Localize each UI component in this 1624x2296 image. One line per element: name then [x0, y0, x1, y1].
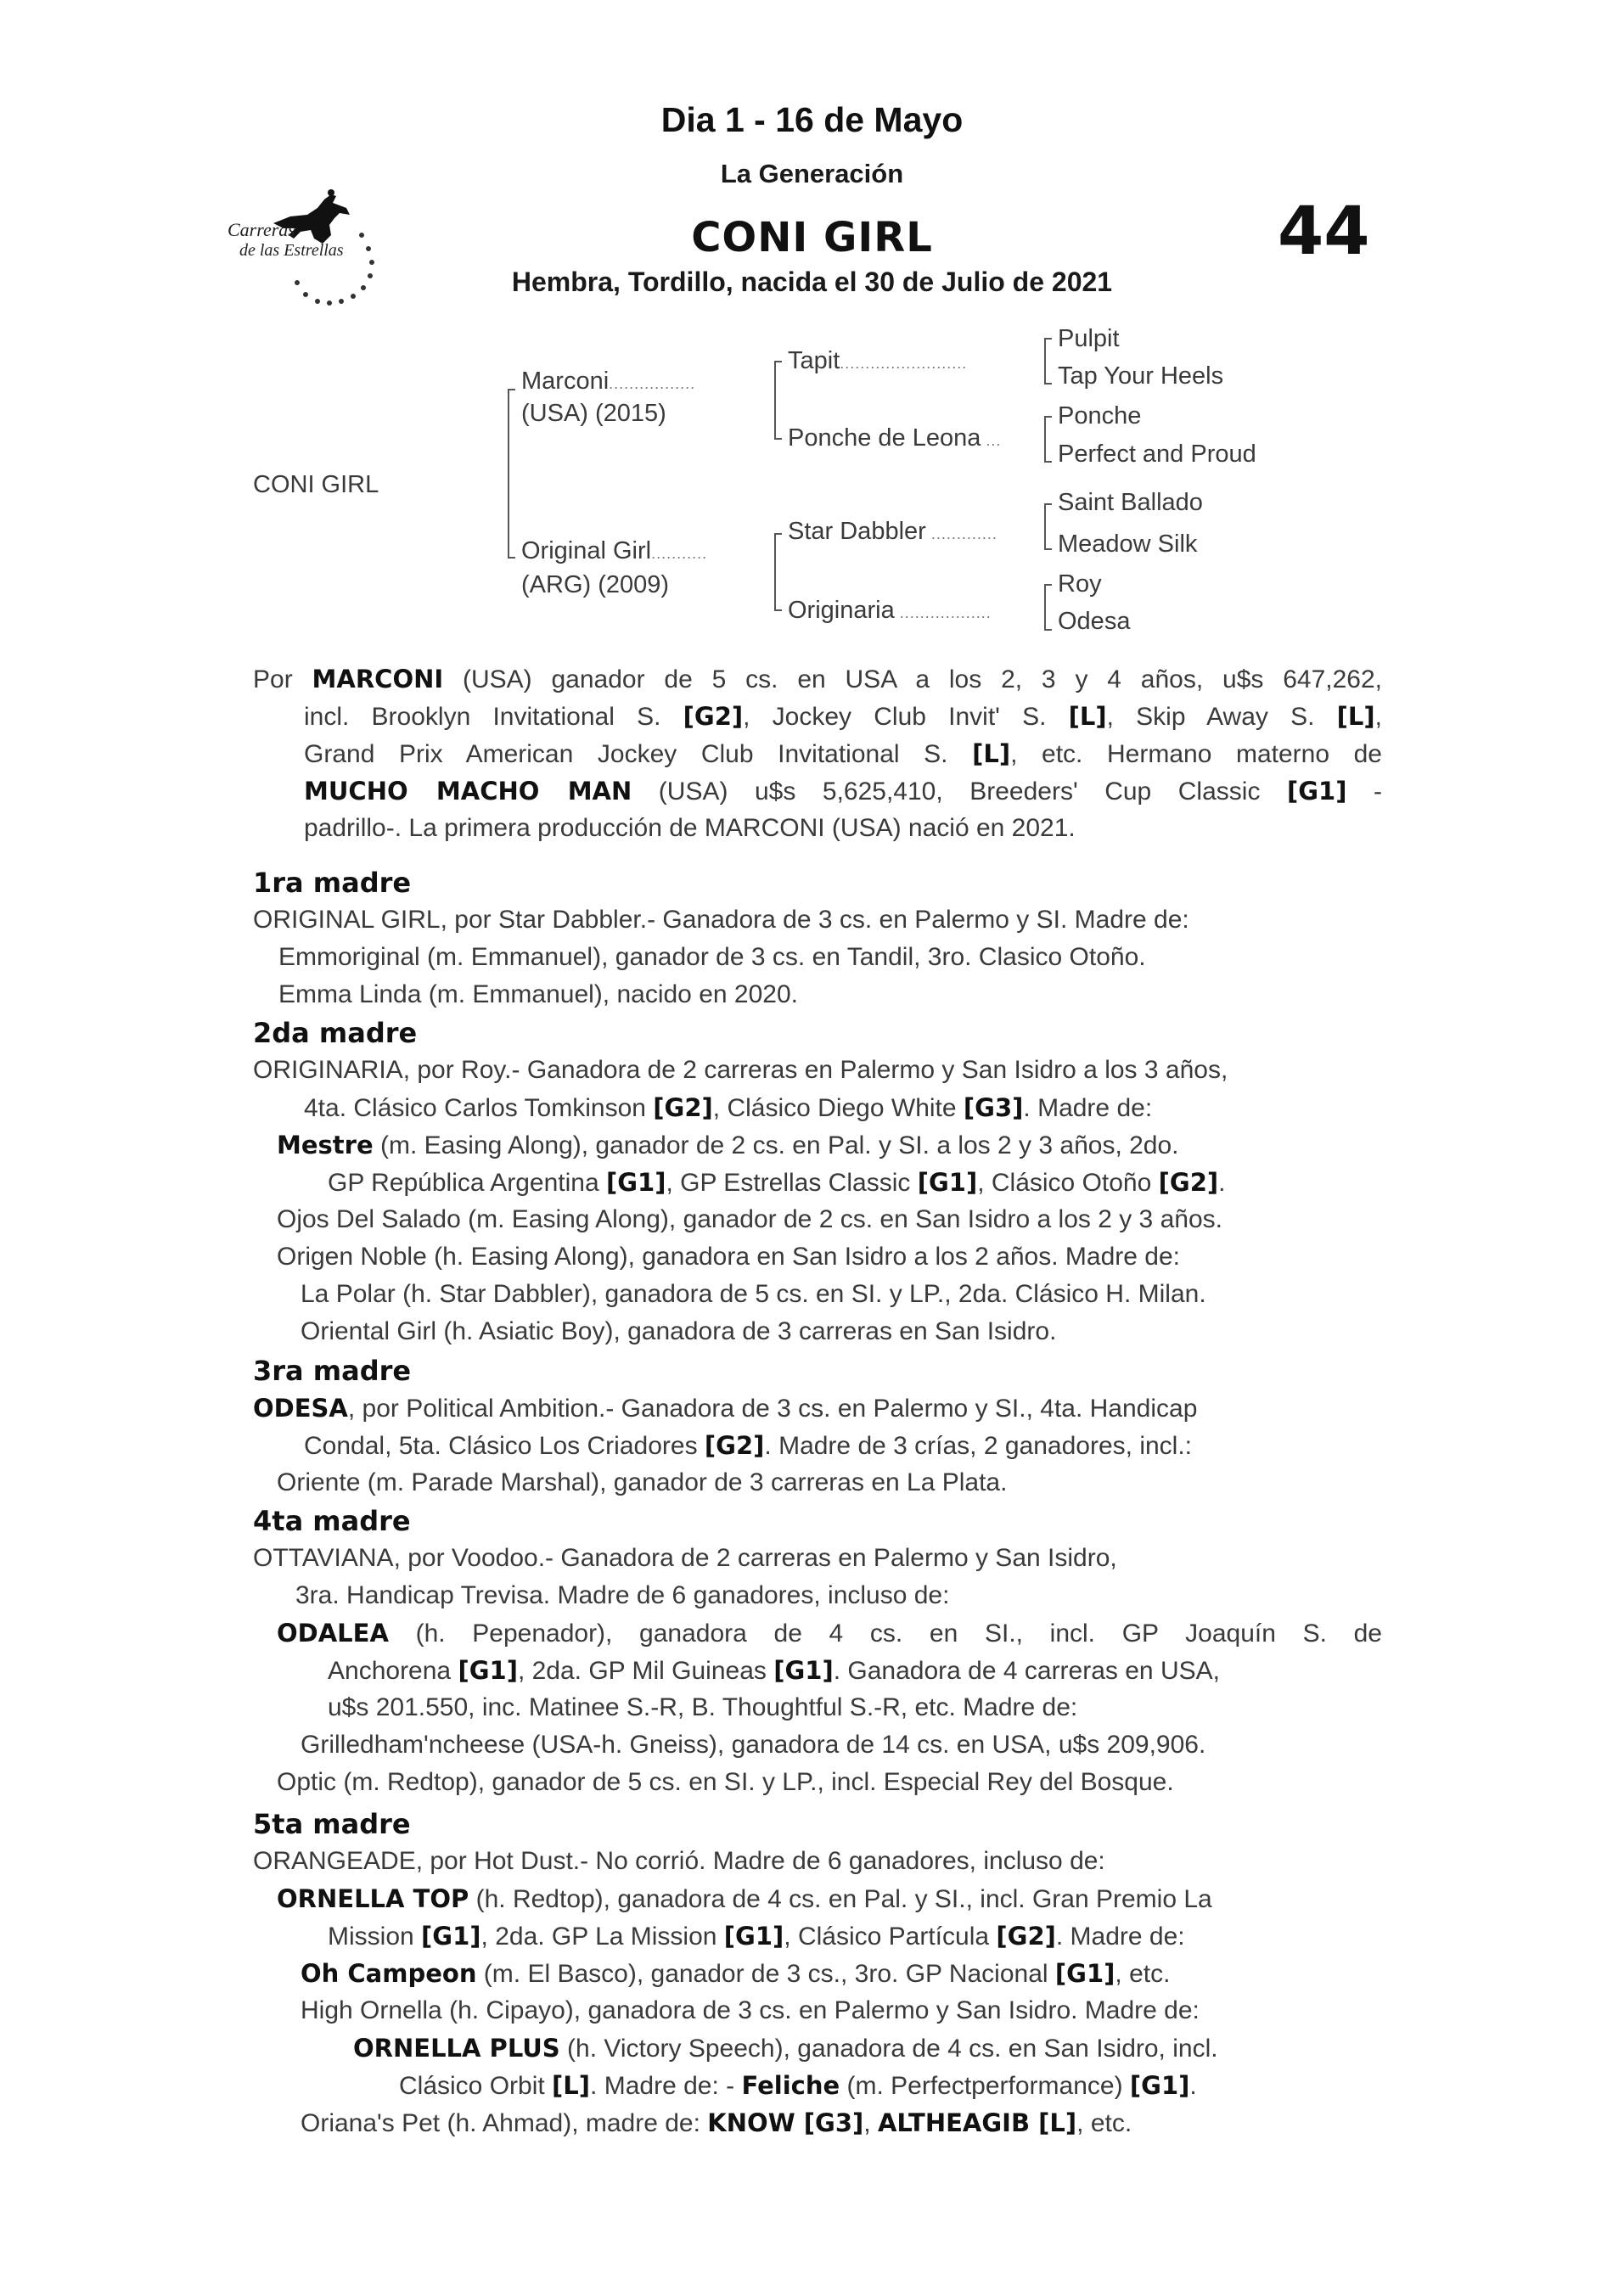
- text-line: Grilledham'ncheese (USA-h. Gneiss), ganadora de 14 cs. en USA, u$s 209,906.: [301, 1731, 1206, 1759]
- section-1ra-madre: [253, 864, 1382, 1013]
- text: (m. Perfectperformance): [840, 2072, 1130, 2100]
- leader-dots: ...........: [651, 545, 708, 562]
- text: ,: [863, 2109, 878, 2137]
- horse-name-bold: ORNELLA PLUS: [353, 2034, 560, 2063]
- text-line: [253, 735, 1382, 772]
- text: , Clásico Diego White: [712, 1094, 964, 1122]
- text-line: [253, 660, 1382, 698]
- text: , 2da. GP Mil Guineas: [517, 1657, 774, 1685]
- text: . Madre de:: [1023, 1094, 1153, 1122]
- horse-name-bold: ALTHEAGIB [L]: [877, 2108, 1077, 2137]
- sire-paragraph: [253, 660, 1382, 847]
- grade-badge: [G1]: [723, 1922, 784, 1951]
- text: , Skip Away S.: [1106, 703, 1337, 731]
- text-line: [253, 1955, 1382, 1992]
- text: Oriana's Pet (h. Ahmad), madre de:: [301, 2109, 708, 2137]
- text: , etc.: [1076, 2109, 1132, 2137]
- text-line: La Polar (h. Star Dabbler), ganadora de 5 cs. en SI. y LP., 2da. Clásico H. Milan.: [301, 1280, 1206, 1308]
- section-4ta-madre: [253, 1502, 1382, 1801]
- pedigree-gen3: Pulpit: [1058, 325, 1120, 352]
- text: 4ta. Clásico Carlos Tomkinson: [304, 1094, 654, 1122]
- pedigree-bracket: [1044, 338, 1046, 385]
- text: -: [1346, 777, 1382, 806]
- pedigree-dam-sire: [788, 518, 997, 546]
- grade-badge: [G2]: [653, 1093, 713, 1122]
- text: , Jockey Club Invit' S.: [743, 703, 1069, 731]
- text-line: High Ornella (h. Cipayo), ganadora de 3 cs. en Palermo y San Isidro. Madre de:: [301, 1996, 1200, 2024]
- text: incl. Brooklyn Invitational S.: [304, 703, 683, 731]
- pedigree-sire-dam: [788, 424, 1001, 452]
- catalog-day-title: Dia 1 - 16 de Mayo: [660, 100, 964, 139]
- text-line: ORIGINARIA, por Roy.- Ganadora de 2 carreras en Palermo y San Isidro a los 3 años,: [253, 1056, 1228, 1084]
- horse-name-bold: Feliche: [741, 2071, 840, 2100]
- text-line: OTTAVIANA, por Voodoo.- Ganadora de 2 carreras en Palermo y San Isidro,: [253, 1544, 1117, 1572]
- pedigree-bracket: [1044, 503, 1046, 550]
- sire-dam-name: Ponche de Leona: [788, 424, 981, 452]
- horse-name-bold: ODALEA: [277, 1619, 389, 1648]
- text-line: Emma Linda (m. Emmanuel), nacido en 2020.: [278, 980, 798, 1008]
- pedigree-dam-dam: [788, 597, 992, 625]
- pedigree-dam: [521, 537, 707, 565]
- horse-name-bold: Oh Campeon: [301, 1959, 477, 1988]
- horse-description: Hembra, Tordillo, nacida el 30 de Julio de 2021: [511, 267, 1113, 297]
- section-5ta-madre: [253, 1805, 1382, 2142]
- section-3ra-madre: [253, 1352, 1382, 1502]
- pedigree-gen3: Odesa: [1058, 608, 1131, 635]
- text: Mission: [328, 1923, 422, 1951]
- pedigree-bracket: [508, 389, 509, 559]
- grade-badge: [G1]: [1129, 2071, 1190, 2100]
- pedigree-sire: [521, 368, 695, 396]
- pedigree-gen3: Ponche: [1058, 402, 1142, 429]
- horse-name-bold: Mestre: [277, 1131, 374, 1159]
- pedigree-gen3: Saint Ballado: [1058, 489, 1203, 516]
- horse-name-bold: KNOW [G3]: [707, 2108, 864, 2137]
- text-line: [253, 2104, 1382, 2142]
- grade-badge: [G1]: [1286, 777, 1347, 806]
- pedigree-bracket: [1044, 416, 1046, 463]
- pedigree-dam-origin: (ARG) (2009): [521, 571, 670, 598]
- dam-dam-name: Originaria: [788, 597, 895, 624]
- text-line: [253, 1614, 1382, 1652]
- text: (m. El Basco), ganador de 3 cs., 3ro. GP Nacional: [476, 1960, 1055, 1988]
- grade-badge: [G1]: [606, 1168, 666, 1197]
- text: , etc. Hermano materno de: [1010, 740, 1382, 768]
- text: .: [1189, 2072, 1197, 2100]
- dam-sire-name: Star Dabbler: [788, 518, 926, 545]
- text-line: Optic (m. Redtop), ganador de 5 cs. en SI. y LP., incl. Especial Rey del Bosque.: [277, 1768, 1174, 1796]
- text: (USA) u$s 5,625,410, Breeders' Cup Classic: [632, 777, 1287, 806]
- text-line: Oriente (m. Parade Marshal), ganador de 3 carreras en La Plata.: [277, 1468, 1008, 1496]
- horse-name-title: CONI GIRL: [691, 214, 933, 261]
- text: . Madre de 3 crías, 2 ganadores, incl.:: [764, 1432, 1193, 1460]
- section-heading: 3ra madre: [253, 1355, 412, 1387]
- pedigree-bracket: [774, 361, 776, 440]
- text-line: Oriental Girl (h. Asiatic Boy), ganadora de 3 carreras en San Isidro.: [301, 1317, 1057, 1345]
- text-line: [253, 1917, 1382, 1955]
- grade-badge: [G1]: [917, 1168, 978, 1197]
- text-line: [253, 1389, 1382, 1427]
- horse-name-bold: ORNELLA TOP: [277, 1884, 469, 1913]
- logo-text-line1: Carreras: [228, 219, 295, 240]
- text: Clásico Orbit: [399, 2072, 553, 2100]
- text: . Ganadora de 4 carreras en USA,: [833, 1657, 1220, 1685]
- text-line: [253, 2067, 1382, 2104]
- leader-dots: ...: [981, 432, 1002, 449]
- text-line: Emmoriginal (m. Emmanuel), ganador de 3 cs. en Tandil, 3ro. Clasico Otoño.: [278, 943, 1146, 971]
- text: (h. Victory Speech), ganadora de 4 cs. en San Isidro, incl.: [559, 2035, 1218, 2063]
- text-line: [253, 1089, 1382, 1126]
- text: , Clásico Otoño: [977, 1169, 1159, 1197]
- text-line: [253, 1164, 1382, 1201]
- text: . Madre de:: [1055, 1923, 1185, 1951]
- text: Anchorena: [328, 1657, 458, 1685]
- pedigree-gen3: Perfect and Proud: [1058, 441, 1256, 468]
- sire-name: Marconi: [521, 368, 610, 395]
- text-line: ORIGINAL GIRL, por Star Dabbler.- Ganadora de 3 cs. en Palermo y SI. Madre de:: [253, 906, 1189, 934]
- pedigree-sire-origin: (USA) (2015): [521, 400, 666, 427]
- sire-name-bold: MARCONI: [312, 665, 444, 693]
- text: . Madre de: -: [590, 2072, 742, 2100]
- grade-badge: [L]: [552, 2071, 591, 2100]
- text-line: Origen Noble (h. Easing Along), ganadora en San Isidro a los 2 años. Madre de:: [277, 1243, 1180, 1271]
- text: (h. Redtop), ganadora de 4 cs. en Pal. y SI., incl. Gran Premio La: [469, 1885, 1212, 1913]
- pedigree-gen3: Tap Your Heels: [1058, 362, 1224, 390]
- grade-badge: [G1]: [458, 1656, 518, 1685]
- section-heading: 2da madre: [253, 1017, 418, 1049]
- lot-number: 44: [1278, 194, 1370, 270]
- section-heading: 5ta madre: [253, 1808, 411, 1840]
- text: , etc.: [1115, 1960, 1171, 1988]
- text: Grand Prix American Jockey Club Invitational S.: [304, 740, 973, 768]
- grade-badge: [G2]: [996, 1922, 1056, 1951]
- grade-badge: [L]: [1336, 702, 1375, 731]
- text: Condal, 5ta. Clásico Los Criadores: [304, 1432, 705, 1460]
- section-2da-madre: [253, 1014, 1382, 1350]
- pedigree-gen3: Meadow Silk: [1058, 530, 1198, 558]
- horse-name-bold: ODESA: [253, 1394, 348, 1423]
- grade-badge: [G2]: [704, 1431, 765, 1460]
- pedigree-bracket: [774, 533, 776, 611]
- grade-badge: [L]: [1068, 702, 1107, 731]
- text-line: ORANGEADE, por Hot Dust.- No corrió. Madre de 6 ganadores, incluso de:: [253, 1847, 1105, 1875]
- grade-badge: [G1]: [1054, 1959, 1115, 1988]
- grade-badge: [G2]: [683, 702, 744, 731]
- text-line: 3ra. Handicap Trevisa. Madre de 6 ganadores, incluso de:: [295, 1581, 950, 1609]
- leader-dots: .............: [925, 525, 997, 542]
- pedigree-sire-sire: [788, 347, 967, 375]
- leader-dots: .........................: [840, 355, 968, 372]
- text-line: padrillo-. La primera producción de MARCONI (USA) nació en 2021.: [304, 814, 1076, 842]
- section-title: La Generación: [720, 159, 904, 188]
- text-line: [253, 1427, 1382, 1464]
- text-line: [253, 698, 1382, 735]
- text: GP República Argentina: [328, 1169, 606, 1197]
- text: , GP Estrellas Classic: [666, 1169, 918, 1197]
- text: ,: [1374, 703, 1382, 731]
- pedigree-bracket: [1044, 584, 1046, 631]
- text-line: u$s 201.550, inc. Matinee S.-R, B. Thoughtful S.-R, etc. Madre de:: [328, 1693, 1078, 1721]
- grade-badge: [G1]: [773, 1656, 834, 1685]
- leader-dots: ..................: [894, 604, 992, 621]
- horse-name-bold: MUCHO MACHO MAN: [304, 777, 632, 806]
- text: , 2da. GP La Mission: [480, 1923, 724, 1951]
- text: (m. Easing Along), ganador de 2 cs. en Pal. y SI. a los 2 y 3 años, 2do.: [373, 1131, 1179, 1159]
- section-heading: 4ta madre: [253, 1505, 411, 1537]
- grade-badge: [G3]: [963, 1093, 1024, 1122]
- text: , Clásico Partícula: [784, 1923, 997, 1951]
- pedigree-subject: CONI GIRL: [253, 471, 379, 498]
- sire-sire-name: Tapit: [788, 347, 840, 374]
- text: (USA) ganador de 5 cs. en USA a los 2, 3 y 4 años, u$s 647,262,: [443, 665, 1382, 693]
- pedigree-gen3: Roy: [1058, 570, 1102, 598]
- leader-dots: .................: [609, 375, 696, 392]
- grade-badge: [G1]: [421, 1922, 481, 1951]
- text-line: [253, 1652, 1382, 1689]
- grade-badge: [L]: [972, 739, 1011, 768]
- text-line: [253, 1126, 1382, 1164]
- logo-text-line2: de las Estrellas: [239, 241, 344, 260]
- text-line: [253, 2029, 1382, 2067]
- text: (h. Pepenador), ganadora de 4 cs. en SI., incl. GP Joaquín S. de: [388, 1620, 1382, 1648]
- text-line: [253, 772, 1382, 810]
- text-line: [253, 1880, 1382, 1917]
- grade-badge: [G2]: [1158, 1168, 1219, 1197]
- text: .: [1218, 1169, 1226, 1197]
- text: Por: [253, 665, 312, 693]
- text-line: Ojos Del Salado (m. Easing Along), ganador de 2 cs. en San Isidro a los 2 y 3 años.: [277, 1205, 1222, 1233]
- dam-name: Original Girl: [521, 537, 652, 564]
- text: , por Political Ambition.- Ganadora de 3 cs. en Palermo y SI., 4ta. Handicap: [347, 1395, 1198, 1423]
- section-heading: 1ra madre: [253, 867, 412, 899]
